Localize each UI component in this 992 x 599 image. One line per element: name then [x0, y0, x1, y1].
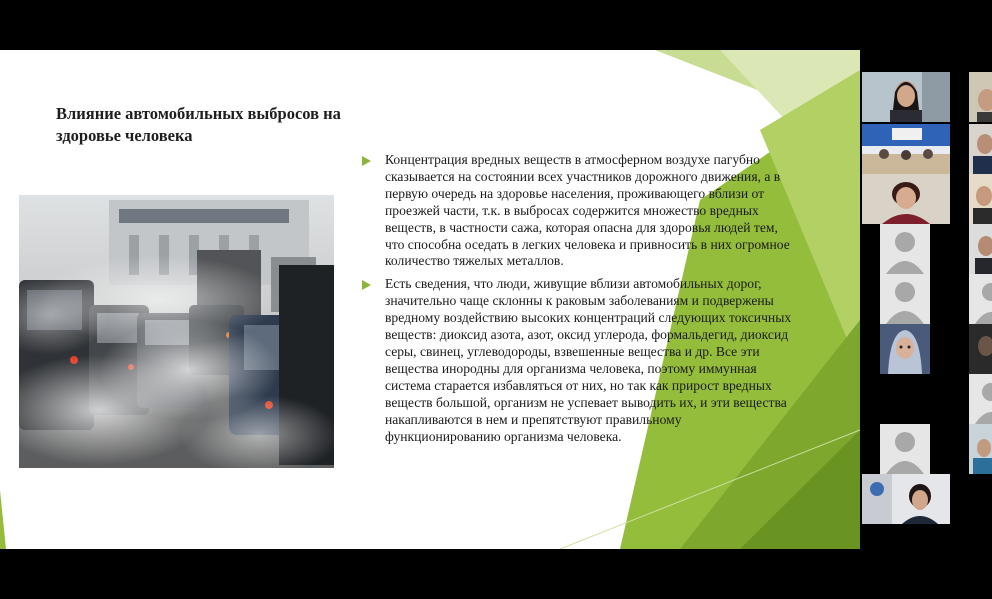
participant-avatar-tile[interactable]: [880, 424, 930, 474]
participant-avatar-tile[interactable]: [880, 274, 930, 324]
participant-gallery: [860, 50, 992, 549]
participant-video-tile[interactable]: [862, 124, 950, 174]
default-user-avatar-icon: [880, 224, 930, 274]
default-user-avatar-icon: [880, 274, 930, 324]
participant-video-tile[interactable]: [862, 474, 950, 524]
participant-avatar-tile[interactable]: [969, 274, 992, 324]
participant-video-tile[interactable]: [862, 72, 950, 122]
participant-video-tile[interactable]: [862, 174, 950, 224]
participant-video-tile[interactable]: [969, 424, 992, 474]
slide-bullet-list: [362, 152, 792, 451]
bullet-arrow-icon: [362, 280, 371, 290]
traffic-smog-photo: [19, 195, 334, 468]
participant-video-tile[interactable]: [969, 124, 992, 174]
participant-video-tile[interactable]: [862, 374, 950, 424]
default-user-avatar-icon: [969, 374, 992, 424]
participant-video-tile[interactable]: [880, 324, 930, 374]
bullet-arrow-icon: [362, 156, 371, 166]
bullet-text: Есть сведения, что люди, живущие вблизи автомобильных дорог, значительно чаще склонны к раковым заболеваниям и подвержены вредному воздействию высоких концентраций следующих токсичных веществ: диоксид азота, азот, оксид углерода, формальдегид, диоксид серы, свинец, углеводороды, взвешенные вещества и др. Все эти вещества инородны для организма человека, поэтому иммунная система старается избавляться от них, но так как прирост вредных веществ большой, организм не успевает выводить их, и эти вещества накапливаются в нем и препятствуют правильному функционированию организма человека.: [385, 276, 792, 444]
bullet-text: Концентрация вредных веществ в атмосферном воздухе пагубно сказывается на состоянии всех участников дорожного движения, а в первую очередь на здоровье населения, проживающего вблизи от проезжей части, т.к. в выбросах содержится множество вредных веществ, в частности сажа, которая опасна для здоровья людей тем, что способна оседать в легких человека и привносить в них огромное количество тяжелых металлов.: [385, 152, 790, 269]
participant-video-tile[interactable]: [969, 224, 992, 274]
shared-presentation-slide: [0, 50, 860, 549]
default-user-avatar-icon: [969, 274, 992, 324]
participant-avatar-tile[interactable]: [880, 224, 930, 274]
default-user-avatar-icon: [880, 424, 930, 474]
participant-avatar-tile[interactable]: [969, 374, 992, 424]
participant-video-tile[interactable]: [969, 174, 992, 224]
slide-bullet-item: [362, 152, 792, 270]
slide-title: Влияние автомобильных выбросов на здоровье человека: [56, 104, 341, 145]
participant-video-tile[interactable]: [969, 324, 992, 374]
participant-video-tile[interactable]: [969, 72, 992, 122]
slide-bullet-item: [362, 276, 792, 445]
